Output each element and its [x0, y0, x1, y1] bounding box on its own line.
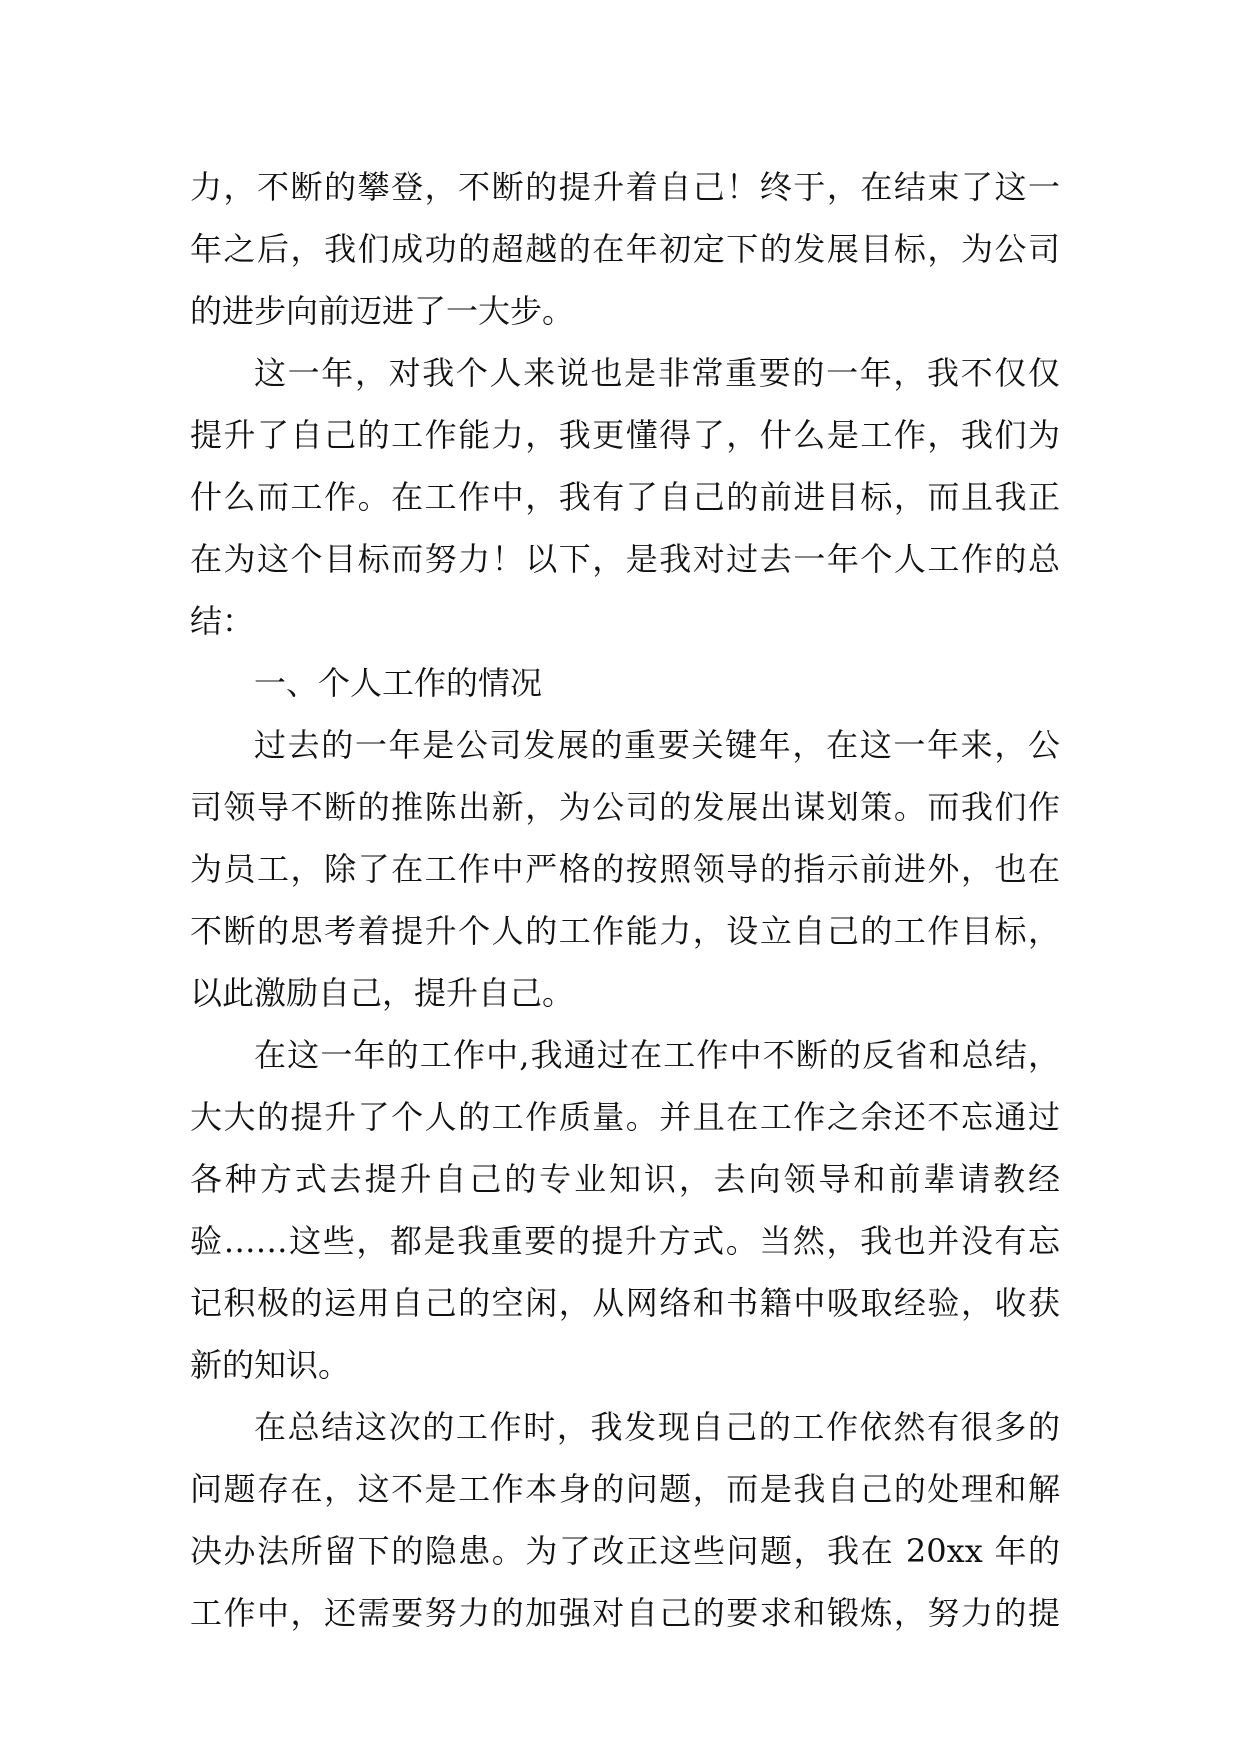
text-line: 结：	[190, 602, 255, 640]
text-line: 记积极的运用自己的空闲，从网络和书籍中吸取经验，收获	[190, 1284, 1060, 1322]
text-line: 这一年，对我个人来说也是非常重要的一年，我不仅仅	[254, 354, 1060, 392]
paragraph	[190, 1024, 1060, 1396]
text-line: 年之后，我们成功的超越的在年初定下的发展目标，为公司	[190, 230, 1060, 268]
text-line: 以此激励自己，提升自己。	[190, 974, 575, 1012]
text-line: 在这一年的工作中,我通过在工作中不断的反省和总结，	[254, 1036, 1060, 1074]
paragraph	[190, 1396, 1060, 1644]
text-line: 不断的思考着提升个人的工作能力，设立自己的工作目标，	[190, 912, 1060, 950]
text-line: 在为这个目标而努力！以下，是我对过去一年个人工作的总	[190, 540, 1060, 578]
text-line: 过去的一年是公司发展的重要关键年，在这一年来，公	[254, 726, 1060, 764]
text-line: 力，不断的攀登，不断的提升着自己！终于，在结束了这一	[190, 168, 1060, 206]
text-line: 工作中，还需要努力的加强对自己的要求和锻炼，努力的提	[190, 1594, 1060, 1632]
text-line: 大大的提升了个人的工作质量。并且在工作之余还不忘通过	[190, 1098, 1060, 1136]
paragraph	[190, 156, 1060, 342]
text-line: 新的知识。	[190, 1346, 351, 1384]
text-line: 什么而工作。在工作中，我有了自己的前进目标，而且我正	[190, 478, 1060, 516]
section-heading	[190, 652, 1060, 714]
heading-line: 一、个人工作的情况	[254, 664, 543, 702]
paragraph	[190, 342, 1060, 652]
text-line: 为员工，除了在工作中严格的按照领导的指示前进外，也在	[190, 850, 1060, 888]
text-line: 问题存在，这不是工作本身的问题，而是我自己的处理和解	[190, 1470, 1060, 1508]
text-line: 的进步向前迈进了一大步。	[190, 292, 575, 330]
paragraph	[190, 714, 1060, 1024]
text-line: 在总结这次的工作时，我发现自己的工作依然有很多的	[254, 1408, 1060, 1446]
text-line: 决办法所留下的隐患。为了改正这些问题，我在 20xx 年的	[190, 1532, 1060, 1570]
text-line: 各种方式去提升自己的专业知识，去向领导和前辈请教经	[190, 1160, 1060, 1198]
text-line: 司领导不断的推陈出新，为公司的发展出谋划策。而我们作	[190, 788, 1060, 826]
text-line: 提升了自己的工作能力，我更懂得了，什么是工作，我们为	[190, 416, 1060, 454]
text-line: 验……这些，都是我重要的提升方式。当然，我也并没有忘	[190, 1222, 1060, 1260]
document-body	[190, 156, 1060, 1644]
